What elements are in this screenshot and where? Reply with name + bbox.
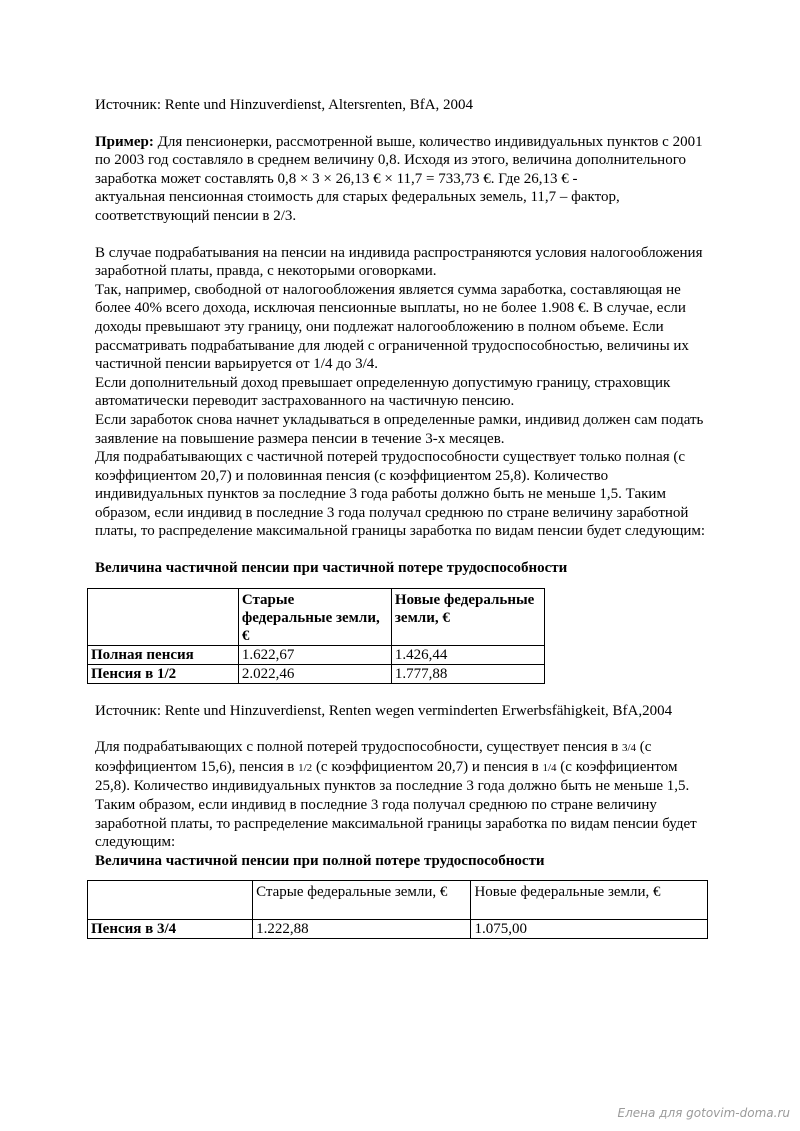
table-header-row (88, 588, 545, 645)
paragraph-full-loss (95, 738, 715, 833)
table-row (88, 920, 708, 939)
table-header-cell: Новые федеральные земли, € (471, 881, 708, 920)
source-note-2: Источник: Rente und Hinzuverdienst, Renten wegen verminderten Erwerbsfähigkeit, BfA,2004 (95, 702, 673, 719)
row-label: Полная пенсия (88, 645, 239, 664)
table-header-cell (88, 588, 239, 645)
row-label: Пенсия в 1/2 (88, 664, 239, 683)
table-header-cell (88, 881, 253, 920)
fraction-1-4: 1/4 (542, 761, 557, 774)
table-header-cell: Новые федеральные земли, € (391, 588, 544, 645)
table-header-cell: Старые федеральные земли, € (253, 881, 471, 920)
table-cell: 1.777,88 (391, 664, 544, 683)
watermark: Елена для gotovim-doma.ru (617, 1106, 790, 1121)
paragraph-full-loss-end: следующим: (95, 834, 176, 851)
table-cell: 1.222,88 (253, 920, 471, 939)
table-row (88, 645, 545, 664)
text-run: (с коэффициентом 25,8). Количество индивидуальных пунктов за последние 3 года должно быть не меньше 1,5. Таким образом, если индивид в последние 3 года получал среднюю по стране величину заработной платы, то распределение максимальной границы заработка по видам пенсии будет (95, 758, 697, 832)
paragraph-taxation: В случае подрабатывания на пенсии на индивида распространяются условия налогообложения заработной платы, правда, с некоторыми оговорками. (95, 244, 703, 280)
fraction-1-2: 1/2 (298, 761, 313, 774)
fraction-3-4: 3/4 (621, 742, 636, 755)
document-page (91, 96, 715, 939)
paragraph-partial-loss: Для подрабатывающих с частичной потерей трудоспособности существует только полная (с коэффициентом 20,7) и половинная пенсия (с коэффициентом 25,8). Количество индивидуальных пунктов за последние 3 года работы должно быть не меньше 1,5. Таким образом, если индивид в последние 3 года получал среднюю по стране величину заработной платы, то распределение максимальной границы заработка по видам пенсии будет следующим: (95, 449, 706, 540)
table-cell: 1.622,67 (238, 645, 391, 664)
row-label: Пенсия в 3/4 (88, 920, 253, 939)
text-run: Для подрабатывающих с полной потерей трудоспособности, существует пенсия в (95, 739, 622, 756)
source-note-1: Источник: Rente und Hinzuverdienst, Altersrenten, BfA, 2004 (95, 97, 474, 113)
table-partial-loss (87, 588, 545, 684)
table-header-cell: Старые федеральные земли, € (238, 588, 391, 645)
table-cell: 1.426,44 (391, 645, 544, 664)
table-full-loss (87, 880, 708, 939)
text-run: (с коэффициентом 20,7) и пенсия в (312, 758, 543, 775)
example-text: Для пенсионерки, рассмотренной выше, количество индивидуальных пунктов с 2001 по 2003 год составляло в среднем величину 0,8. Исходя из этого, величина дополнительного заработка может составлять 0,8 × 3 × 26,13 € × 11,7 = 733,73 €. Где 26,13 € - (95, 133, 703, 187)
example-paragraph (95, 133, 715, 189)
table1-title: Величина частичной пенсии при частичной потере трудоспособности (95, 560, 568, 577)
table-row (88, 664, 545, 683)
text-run: (с коэффициентом 15,6), пенсия в (95, 739, 652, 775)
table2-title: Величина частичной пенсии при полной потере трудоспособности (95, 852, 545, 869)
example-label: Пример: (95, 133, 154, 150)
paragraph-application: Если заработок снова начнет укладываться в определенные рамки, индивид должен сам подать заявление на повышение размера пенсии в течение 3-х месяцев. (95, 411, 704, 447)
paragraph-limit: Если дополнительный доход превышает определенную допустимую границу, страховщик автоматически переводит застрахованного на частичную пенсию. (95, 374, 671, 410)
table-cell: 1.075,00 (471, 920, 708, 939)
table-header-row (88, 881, 708, 920)
paragraph-tax-free: Так, например, свободной от налогообложения является сумма заработка, составляющая не более 40% всего дохода, исключая пенсионные выплаты, но не более 1.908 €. В случае, если доходы превышают эту границу, они подлежат налогообложению в полном объеме. Если рассматривать подрабатывание для людей с ограниченной трудоспособностью, величины их частичной пенсии варьируется от 1/4 до 3/4. (95, 281, 689, 373)
table-cell: 2.022,46 (238, 664, 391, 683)
example-paragraph-cont: актуальная пенсионная стоимость для старых федеральных земель, 11,7 – фактор, соответствующий пенсии в 2/3. (95, 189, 620, 224)
